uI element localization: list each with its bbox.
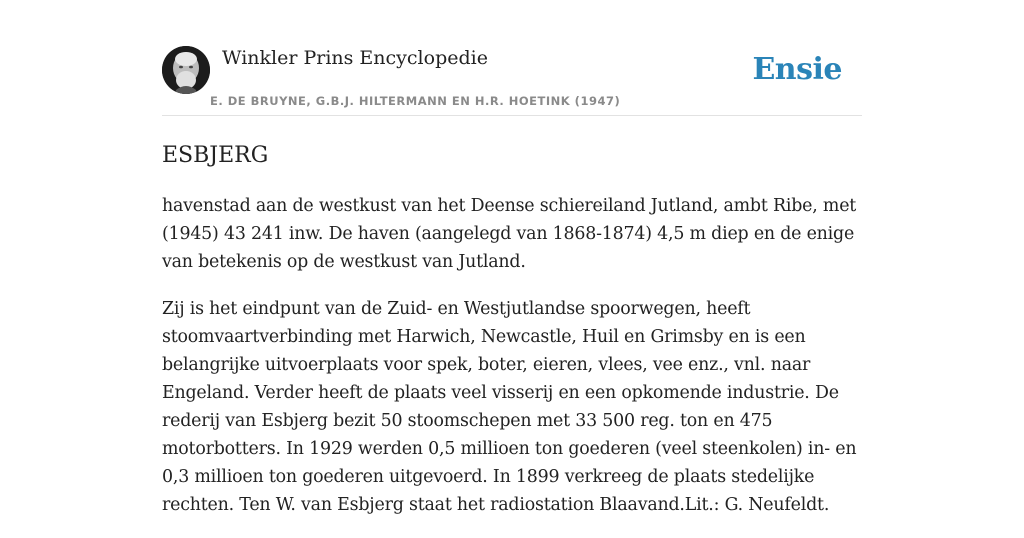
entry-paragraph: havenstad aan de westkust van het Deense schiereiland Jutland, ambt Ribe, met (1945) 43 241 inw. De haven (aangelegd van 1868-1874) 4,5 m diep en de enige van betekenis op de westkust van Jutland. (162, 196, 857, 272)
page (162, 0, 862, 515)
entry-body (162, 192, 862, 538)
brand-logo[interactable]: Ensie (752, 52, 842, 87)
source-title[interactable]: Winkler Prins Encyclopedie (222, 47, 488, 69)
source-authors: E. DE BRUYNE, G.B.J. HILTERMANN EN H.R. HOETINK (1947) (210, 94, 621, 108)
entry-paragraph: Zij is het eindpunt van de Zuid- en Westjutlandse spoorwegen, heeft stoomvaartverbinding met Harwich, Newcastle, Huil en Grimsby en is een belangrijke uitvoerplaats voor spek, boter, eieren, vlees, vee enz., vnl. naar Engeland. Verder heeft de plaats veel visserij en een opkomende industrie. De rederij van Esbjerg bezit 50 stoomschepen met 33 500 reg. ton en 475 motorbotters. In 1929 werden 0,5 millioen ton goederen (veel steenkolen) in- en 0,3 millioen ton goederen uitgevoerd. In 1899 verkreeg de plaats stedelijke rechten. Ten W. van Esbjerg staat het radiostation Blaavand.Lit.: G. Neufeldt. (162, 299, 857, 515)
source-header (162, 0, 862, 116)
author-portrait-icon (162, 46, 210, 94)
entry-title: ESBJERG (162, 143, 269, 168)
